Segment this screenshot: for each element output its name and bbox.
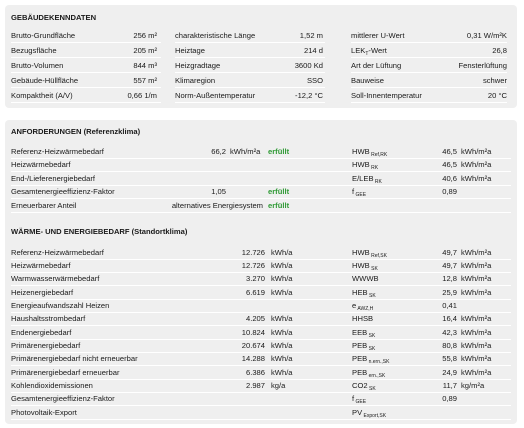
- status-fulfilled: erfüllt: [268, 187, 290, 197]
- building-data-panel: [5, 5, 517, 108]
- demand-value-2: 0,41: [442, 300, 457, 310]
- demand-unit: kWh/a: [271, 340, 293, 350]
- row-divider: [175, 42, 325, 43]
- row-divider: [11, 171, 511, 172]
- row-divider: [11, 72, 161, 73]
- demand-label: Kohlendioxidemissionen: [11, 381, 93, 390]
- requirement-label: Gesamtenergieeffizienz-Faktor: [11, 187, 115, 197]
- row-divider: [11, 102, 161, 103]
- row-divider: [11, 42, 161, 43]
- demand-unit-2: kWh/m²a: [461, 260, 492, 270]
- demand-code: f $_{GEE}$: [352, 394, 367, 406]
- requirement-value: 66,2: [211, 147, 226, 156]
- energy-panel: [5, 120, 517, 424]
- demand-value: 14.288: [241, 354, 265, 364]
- demand-value-2: 11,7: [442, 381, 457, 390]
- row-divider: [11, 339, 511, 340]
- building-value: 26,8: [492, 46, 507, 55]
- section-title-building: GEBÄUDEKENNDATEN: [11, 13, 97, 22]
- building-value: 0,66 1/m: [127, 91, 157, 100]
- requirement-label: Referenz-Heizwärmebedarf: [11, 147, 104, 156]
- building-value: 844 m³: [133, 61, 157, 70]
- row-divider: [175, 102, 325, 103]
- demand-label: Primärenergiebedarf erneuerbar: [11, 367, 120, 377]
- demand-value-2: 12,8: [442, 274, 457, 284]
- requirement-label: End-/Lieferenergiebedarf: [11, 173, 96, 183]
- row-divider: [11, 87, 161, 88]
- demand-unit: kWh/a: [271, 260, 293, 270]
- building-value: 256 m²: [133, 31, 157, 40]
- demand-value: 4.205: [245, 314, 265, 324]
- demand-unit: kg/a: [271, 381, 286, 390]
- demand-code: HHSB: [352, 314, 374, 324]
- status-fulfilled: erfüllt: [268, 147, 290, 156]
- requirement-unit-2: kWh/m²a: [461, 160, 492, 170]
- building-value: schwer: [482, 76, 507, 85]
- row-divider: [11, 272, 511, 273]
- requirement-value: alternatives Energiesystem: [171, 200, 263, 210]
- row-divider: [11, 285, 511, 286]
- demand-code: HWB $_{Ref,SK}$: [352, 247, 387, 259]
- building-label: charakteristische Länge: [175, 31, 256, 40]
- row-divider: [11, 259, 511, 260]
- requirement-unit-2: kWh/m²a: [461, 173, 492, 183]
- demand-label: Heizwärmebedarf: [11, 260, 71, 270]
- requirement-code: HWB $_{RK}$: [352, 160, 379, 172]
- demand-code: EEB $_{SK}$: [352, 327, 376, 339]
- demand-unit: kWh/a: [271, 247, 293, 257]
- building-value: 3600 Kd: [294, 61, 323, 70]
- demand-value-2: 42,3: [442, 327, 457, 337]
- requirement-code: f $_{GEE}$: [352, 187, 367, 199]
- demand-value-2: 80,8: [442, 340, 457, 350]
- demand-unit: kWh/a: [271, 354, 293, 364]
- demand-code: PEB $_{SK}$: [352, 340, 376, 352]
- demand-value: 20.674: [241, 340, 265, 350]
- demand-label: Referenz-Heizwärmebedarf: [11, 247, 104, 257]
- row-divider: [351, 42, 507, 43]
- building-label: Bezugsfläche: [11, 46, 57, 55]
- demand-value-2: 49,7: [442, 247, 457, 257]
- status-fulfilled: erfüllt: [268, 200, 290, 210]
- demand-unit-2: kWh/m²a: [461, 314, 492, 324]
- demand-code: WWWB: [352, 274, 379, 284]
- building-label: Norm-Außentemperatur: [175, 91, 256, 100]
- demand-value-2: 55,8: [442, 354, 457, 364]
- demand-unit-2: kWh/m²a: [461, 340, 492, 350]
- demand-unit-2: kWh/m²a: [461, 287, 492, 297]
- row-divider: [11, 419, 511, 420]
- demand-code: e $_{AWZ,H}$: [352, 300, 374, 312]
- row-divider: [351, 102, 507, 103]
- building-label: Soll-Innentemperatur: [351, 91, 422, 100]
- demand-label: Primärenergiebedarf: [11, 340, 81, 350]
- building-value: Fensterlüftung: [458, 61, 507, 70]
- requirement-label: Heizwärmebedarf: [11, 160, 71, 170]
- requirement-value-2: 40,6: [442, 173, 457, 183]
- section-title-demand: WÄRME- UND ENERGIEBEDARF (Standortklima): [11, 227, 188, 236]
- demand-unit: kWh/a: [271, 274, 293, 284]
- building-label: Heizgradtage: [175, 61, 221, 70]
- demand-unit-2: kWh/m²a: [461, 354, 492, 364]
- demand-label: Primärenergiebedarf nicht erneuerbar: [11, 354, 138, 364]
- demand-label: Warmwasserwärmebedarf: [11, 274, 100, 284]
- building-label: Kompaktheit (A/V): [11, 91, 73, 100]
- row-divider: [175, 87, 325, 88]
- row-divider: [11, 352, 511, 353]
- demand-unit-2: kWh/m²a: [461, 327, 492, 337]
- demand-value-2: 16,4: [442, 314, 457, 324]
- demand-unit-2: kWh/m²a: [461, 274, 492, 284]
- building-value: -12,2 °C: [295, 91, 323, 100]
- requirement-unit: kWh/m²a: [230, 147, 261, 156]
- building-value: SSO: [306, 76, 323, 85]
- demand-label: Gesamtenergieeffizienz-Faktor: [11, 394, 115, 404]
- demand-value: 6.619: [245, 287, 265, 297]
- row-divider: [11, 312, 511, 313]
- demand-value: 3.270: [245, 274, 265, 284]
- row-divider: [175, 57, 325, 58]
- row-divider: [11, 392, 511, 393]
- demand-value: 2.987: [245, 381, 265, 390]
- requirement-unit-2: kWh/m²a: [461, 147, 492, 156]
- building-label: Brutto-Grundfläche: [11, 31, 76, 40]
- requirement-code: E/LEB $_{RK}$: [352, 173, 382, 185]
- row-divider: [11, 379, 511, 380]
- demand-value-2: 49,7: [442, 260, 457, 270]
- demand-unit-2: kg/m²a: [461, 381, 485, 390]
- requirement-value-2: 0,89: [442, 187, 457, 197]
- row-divider: [11, 299, 511, 300]
- demand-value: 12.726: [241, 247, 265, 257]
- building-label: Bauweise: [351, 76, 384, 85]
- demand-label: Heizenergiebedarf: [11, 287, 74, 297]
- building-label: Heiztage: [175, 46, 205, 55]
- building-label: Gebäude-Hüllfläche: [11, 76, 79, 85]
- demand-value: 10.824: [241, 327, 265, 337]
- demand-label: Energieaufwandszahl Heizen: [11, 300, 110, 310]
- demand-code: PEB $_{n.ern.,SK}$: [352, 354, 390, 366]
- section-title-requirements: ANFORDERUNGEN (Referenzklima): [11, 127, 141, 136]
- demand-unit-2: kWh/m²a: [461, 367, 492, 377]
- row-divider: [11, 198, 511, 199]
- building-label: Klimaregion: [175, 76, 216, 85]
- demand-code: PEB $_{ern.,SK}$: [352, 367, 386, 379]
- demand-unit-2: kWh/m²a: [461, 247, 492, 257]
- row-divider: [11, 158, 511, 159]
- row-divider: [11, 365, 511, 366]
- building-label: mittlerer U-Wert: [351, 31, 405, 40]
- building-label: Art der Lüftung: [351, 61, 402, 70]
- demand-code: CO2 $_{SK}$: [352, 381, 376, 392]
- row-divider: [175, 72, 325, 73]
- building-value: 214 d: [303, 46, 323, 55]
- demand-code: HWB $_{SK}$: [352, 260, 378, 272]
- building-value: 1,52 m: [299, 31, 323, 40]
- demand-label: Haushaltsstrombedarf: [11, 314, 86, 324]
- building-value: 0,31 W/m²K: [466, 31, 507, 40]
- demand-code: PV $_{Export,SK}$: [352, 407, 387, 419]
- requirement-label: Erneuerbarer Anteil: [11, 200, 77, 210]
- requirement-code: HWB $_{Ref,RK}$: [352, 147, 388, 158]
- row-divider: [11, 212, 511, 213]
- demand-value-2: 25,9: [442, 287, 457, 297]
- demand-value-2: 24,9: [442, 367, 457, 377]
- building-label: $LEK_T$-Wert: [351, 46, 387, 57]
- building-label: Brutto-Volumen: [11, 61, 64, 70]
- demand-code: HEB $_{SK}$: [352, 287, 376, 299]
- requirement-value-2: 46,5: [442, 147, 457, 156]
- row-divider: [351, 57, 507, 58]
- requirement-value: 1,05: [211, 187, 226, 197]
- demand-unit: kWh/a: [271, 367, 293, 377]
- demand-label: Photovoltaik-Export: [11, 407, 77, 417]
- row-divider: [351, 87, 507, 88]
- demand-value-2: 0,89: [442, 394, 457, 404]
- demand-unit: kWh/a: [271, 314, 293, 324]
- demand-label: Endenergiebedarf: [11, 327, 72, 337]
- row-divider: [11, 185, 511, 186]
- demand-value: 12.726: [241, 260, 265, 270]
- requirement-value-2: 46,5: [442, 160, 457, 170]
- building-value: 20 °C: [487, 91, 507, 100]
- demand-value: 6.386: [245, 367, 265, 377]
- row-divider: [11, 405, 511, 406]
- building-value: 557 m²: [133, 76, 157, 85]
- row-divider: [11, 57, 161, 58]
- row-divider: [351, 72, 507, 73]
- demand-unit: kWh/a: [271, 287, 293, 297]
- building-value: 205 m²: [133, 46, 157, 55]
- row-divider: [11, 325, 511, 326]
- demand-unit: kWh/a: [271, 327, 293, 337]
